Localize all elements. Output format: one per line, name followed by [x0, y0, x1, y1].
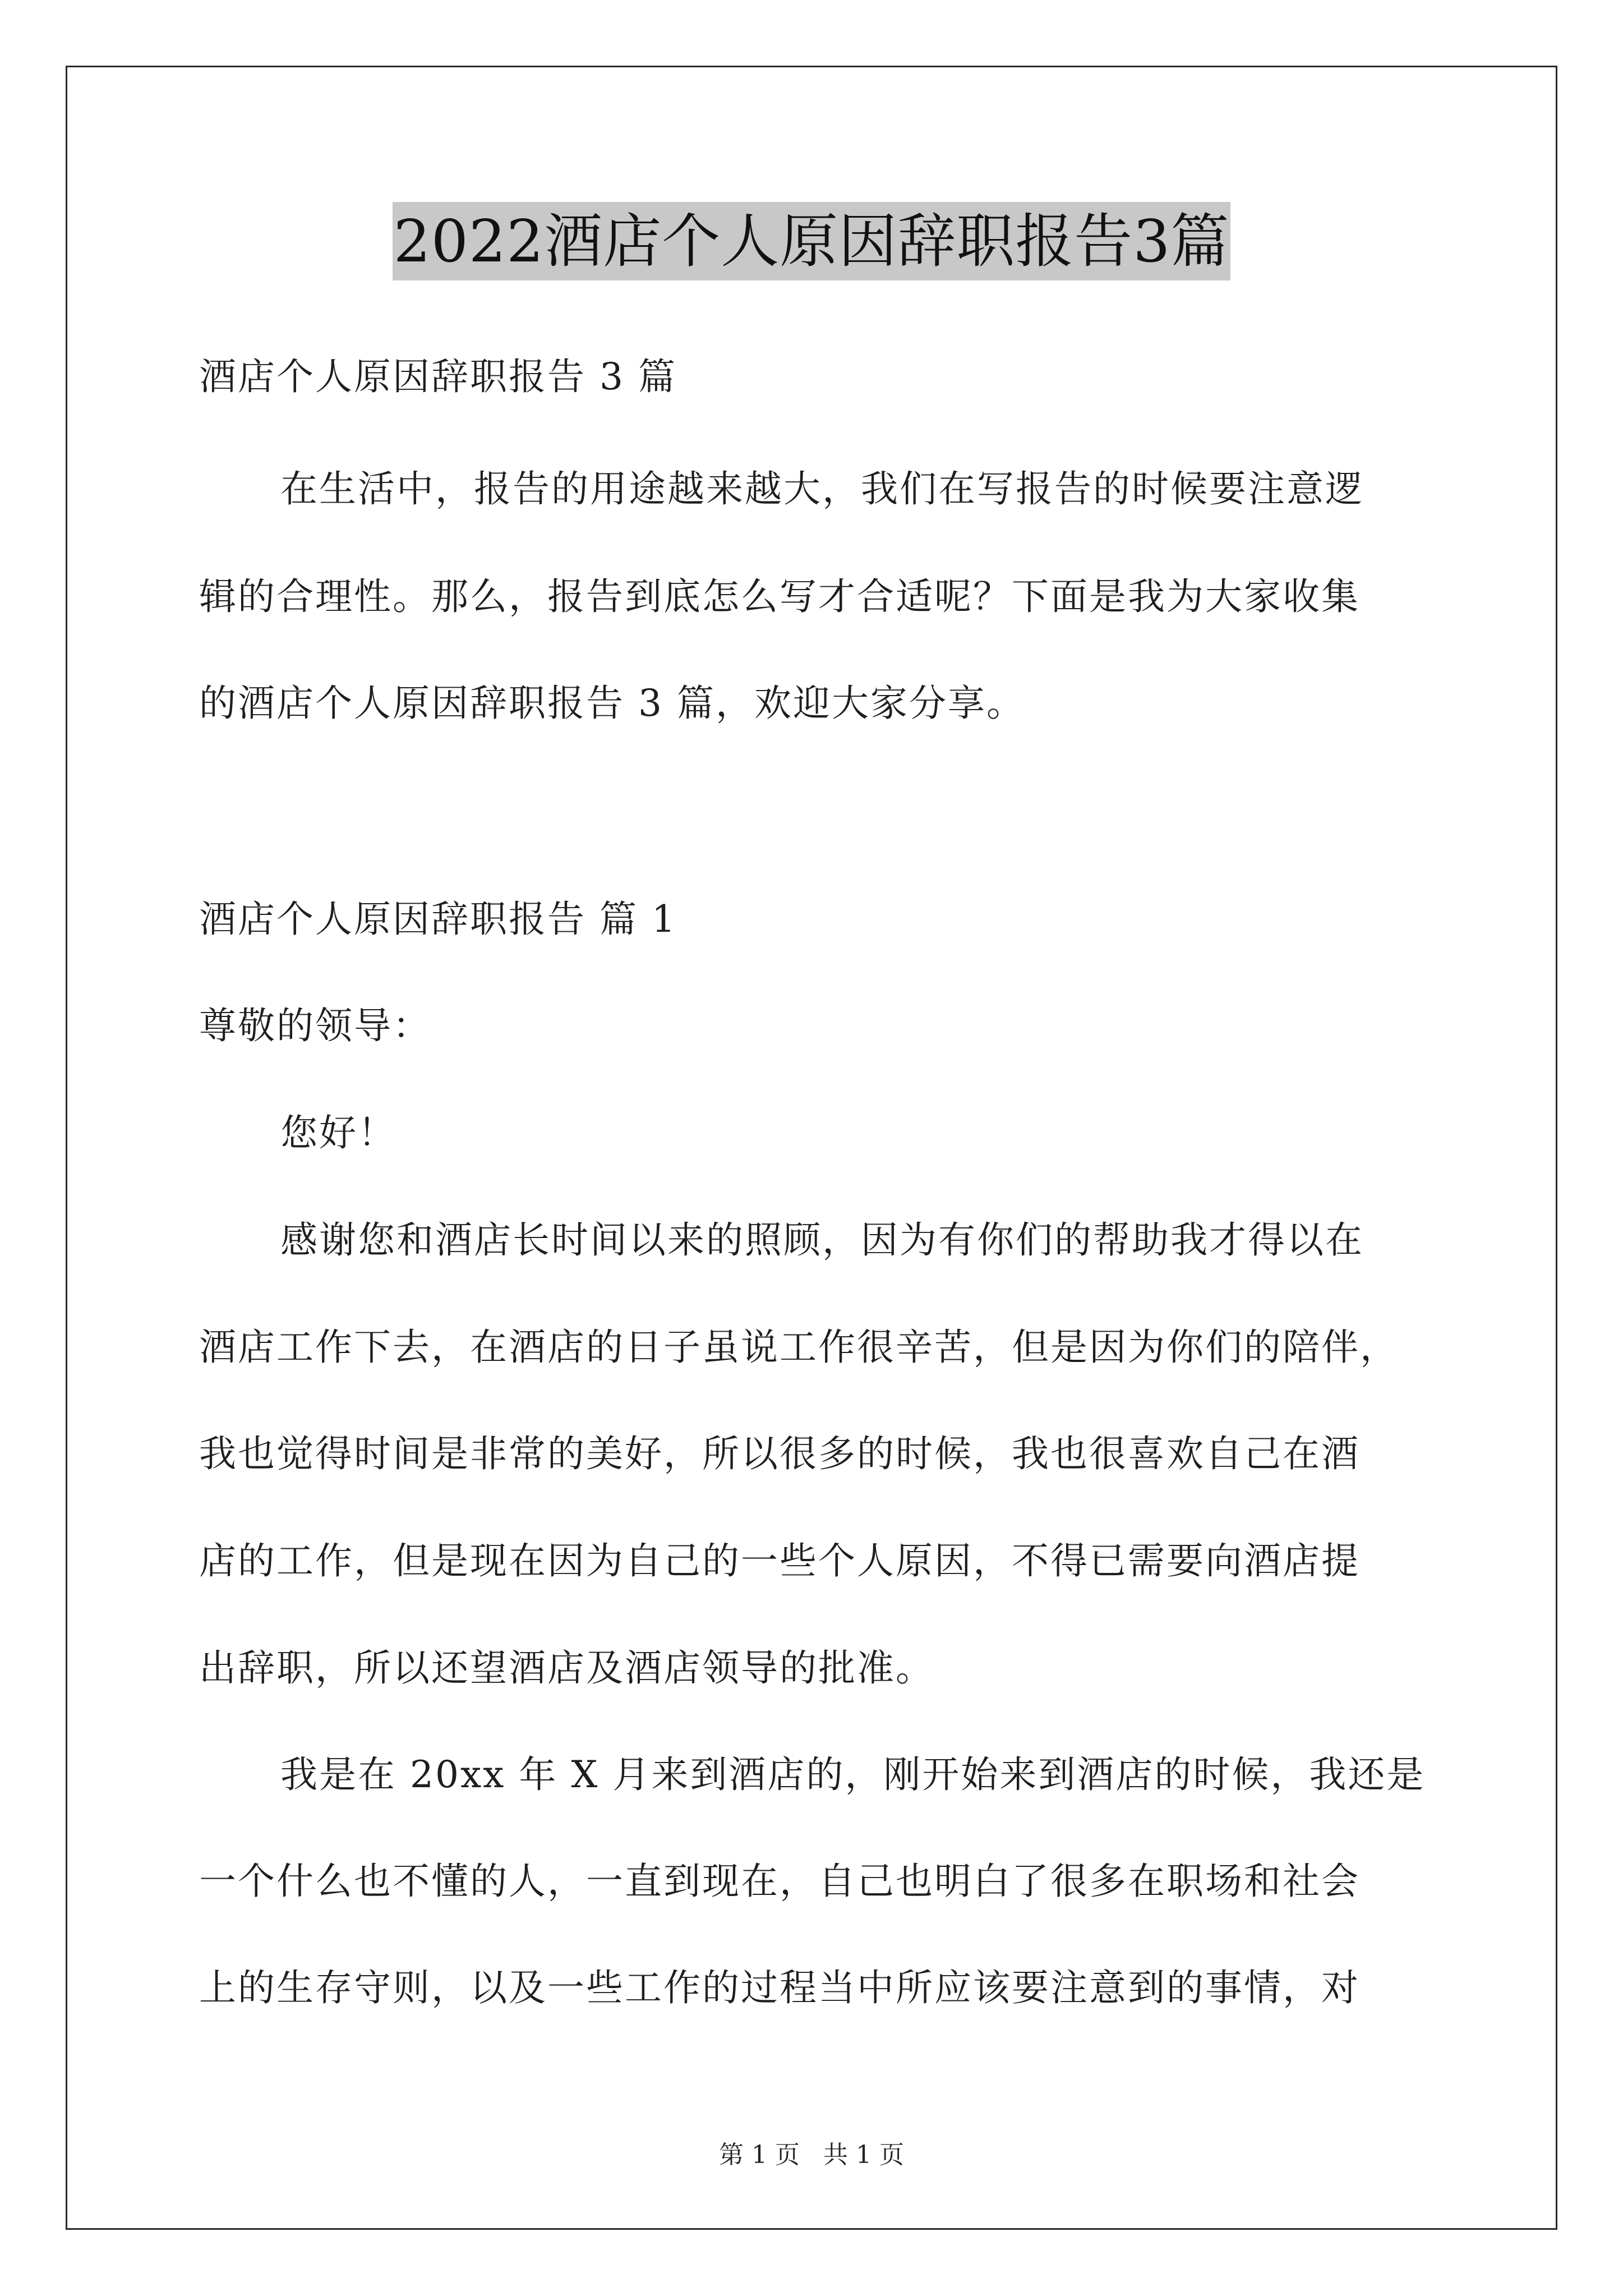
page-footer — [0, 2134, 1623, 2170]
paragraph-line: 一个什么也不懂的人，一直到现在，自己也明白了很多在职场和社会 — [199, 1860, 1360, 1903]
paragraph-line: 在生活中，报告的用途越来越大，我们在写报告的时候要注意逻 — [280, 467, 1364, 510]
paragraph-line: 上的生存守则，以及一些工作的过程当中所应该要注意到的事情，对 — [199, 1966, 1360, 2009]
subtitle-line: 酒店个人原因辞职报告 3 篇 — [199, 355, 677, 398]
paragraph-line: 店的工作，但是现在因为自己的一些个人原因，不得已需要向酒店提 — [199, 1539, 1360, 1582]
paragraph-line: 辑的合理性。那么，报告到底怎么写才合适呢？下面是我为大家收集 — [199, 575, 1360, 618]
paragraph-line: 出辞职，所以还望酒店及酒店领导的批准。 — [199, 1646, 934, 1690]
paragraph-line: 我是在 20xx 年 X 月来到酒店的，刚开始来到酒店的时候，我还是 — [280, 1753, 1426, 1796]
page-total: 共 1 页 — [823, 2141, 904, 2169]
salutation: 尊敬的领导： — [199, 1004, 431, 1047]
paragraph-line: 我也觉得时间是非常的美好，所以很多的时候，我也很喜欢自己在酒 — [199, 1432, 1360, 1475]
greeting: 您好！ — [280, 1111, 396, 1154]
title-container — [0, 202, 1623, 280]
section-heading: 酒店个人原因辞职报告 篇 1 — [199, 898, 677, 941]
paragraph-line: 酒店工作下去，在酒店的日子虽说工作很辛苦，但是因为你们的陪伴， — [199, 1326, 1399, 1369]
page-number: 第 1 页 — [719, 2141, 800, 2169]
paragraph-line: 的酒店个人原因辞职报告 3 篇，欢迎大家分享。 — [199, 682, 1025, 725]
paragraph-line: 感谢您和酒店长时间以来的照顾，因为有你们的帮助我才得以在 — [280, 1218, 1364, 1262]
document-title: 2022酒店个人原因辞职报告3篇 — [393, 202, 1231, 280]
